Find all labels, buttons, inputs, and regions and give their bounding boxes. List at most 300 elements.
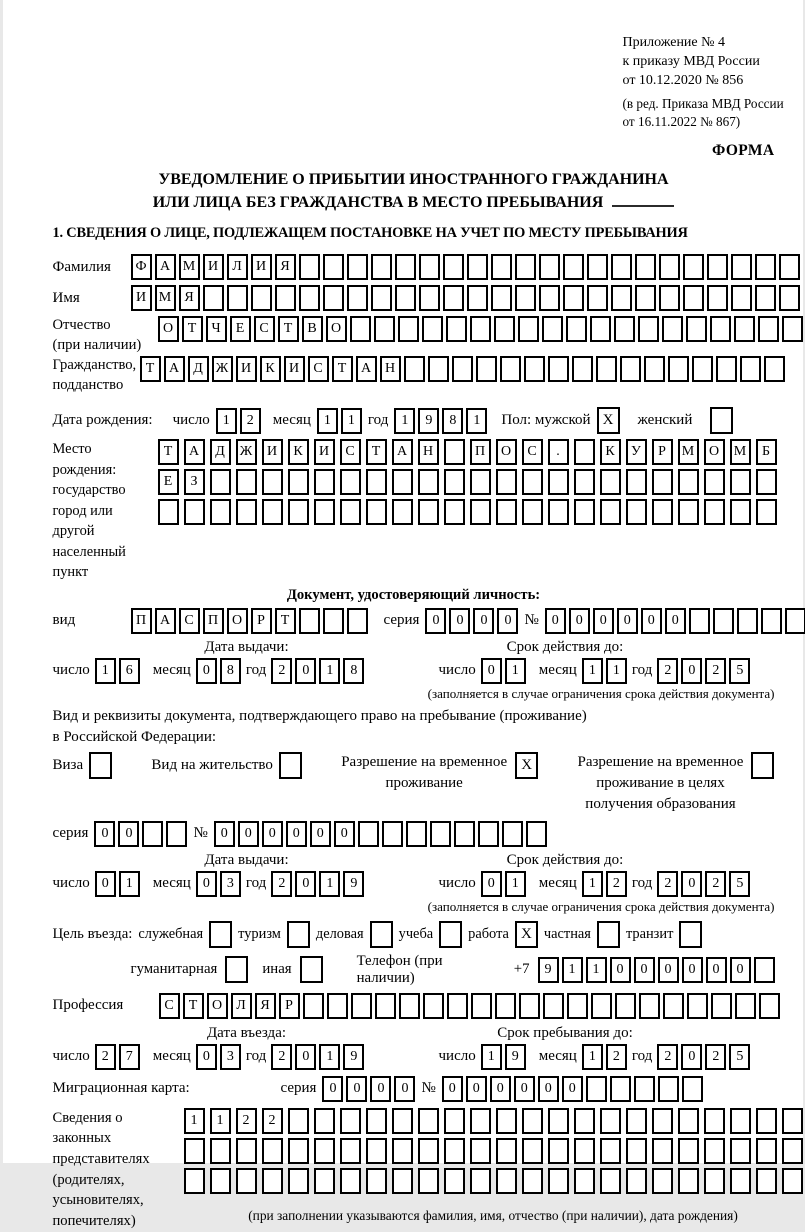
char-box[interactable]: 0 xyxy=(346,1076,367,1102)
char-box[interactable]: С xyxy=(522,439,543,465)
char-box[interactable] xyxy=(422,316,443,342)
char-box[interactable] xyxy=(652,1108,673,1134)
char-box[interactable]: 0 xyxy=(681,871,702,897)
char-box[interactable] xyxy=(678,1108,699,1134)
char-box[interactable]: А xyxy=(155,254,176,280)
char-box[interactable] xyxy=(299,285,320,311)
char-box[interactable] xyxy=(444,1108,465,1134)
char-box[interactable]: 1 xyxy=(184,1108,205,1134)
char-box[interactable] xyxy=(524,356,545,382)
char-box[interactable] xyxy=(184,1168,205,1194)
char-box[interactable] xyxy=(639,993,660,1019)
char-box[interactable]: 0 xyxy=(545,608,566,634)
char-box[interactable] xyxy=(737,608,758,634)
char-box[interactable] xyxy=(470,499,491,525)
char-box[interactable] xyxy=(662,316,683,342)
char-box[interactable]: 0 xyxy=(610,957,631,983)
char-box[interactable] xyxy=(543,993,564,1019)
char-box[interactable] xyxy=(419,285,440,311)
char-box[interactable]: С xyxy=(179,608,200,634)
char-box[interactable] xyxy=(548,469,569,495)
char-box[interactable]: 0 xyxy=(514,1076,535,1102)
visa-checkbox[interactable] xyxy=(89,752,112,779)
char-box[interactable] xyxy=(522,1138,543,1164)
char-box[interactable] xyxy=(494,316,515,342)
char-box[interactable]: 0 xyxy=(593,608,614,634)
char-box[interactable] xyxy=(340,499,361,525)
char-box[interactable] xyxy=(392,499,413,525)
char-box[interactable] xyxy=(340,1138,361,1164)
char-box[interactable] xyxy=(496,1168,517,1194)
char-box[interactable] xyxy=(611,285,632,311)
char-box[interactable] xyxy=(314,499,335,525)
char-box[interactable] xyxy=(600,1108,621,1134)
char-box[interactable]: П xyxy=(470,439,491,465)
char-box[interactable] xyxy=(500,356,521,382)
char-box[interactable] xyxy=(764,356,785,382)
char-box[interactable] xyxy=(496,499,517,525)
char-box[interactable]: 0 xyxy=(497,608,518,634)
char-box[interactable] xyxy=(638,316,659,342)
char-box[interactable]: 0 xyxy=(706,957,727,983)
char-box[interactable]: Е xyxy=(230,316,251,342)
char-box[interactable] xyxy=(586,1076,607,1102)
char-box[interactable] xyxy=(740,356,761,382)
char-box[interactable] xyxy=(574,499,595,525)
char-box[interactable] xyxy=(711,993,732,1019)
char-box[interactable]: 0 xyxy=(370,1076,391,1102)
char-box[interactable] xyxy=(635,285,656,311)
char-box[interactable]: И xyxy=(251,254,272,280)
char-box[interactable]: Л xyxy=(227,254,248,280)
residence-permit-checkbox[interactable] xyxy=(279,752,302,779)
char-box[interactable] xyxy=(782,1108,803,1134)
char-box[interactable] xyxy=(539,285,560,311)
char-box[interactable]: С xyxy=(340,439,361,465)
gender-male-checkbox[interactable]: X xyxy=(597,407,620,434)
char-box[interactable] xyxy=(299,608,320,634)
char-box[interactable] xyxy=(470,1138,491,1164)
char-box[interactable]: О xyxy=(227,608,248,634)
char-box[interactable] xyxy=(704,1168,725,1194)
char-box[interactable]: Т xyxy=(275,608,296,634)
char-box[interactable]: Т xyxy=(140,356,161,382)
char-box[interactable] xyxy=(444,1138,465,1164)
char-box[interactable] xyxy=(652,469,673,495)
char-box[interactable] xyxy=(574,1108,595,1134)
temp-residence-education-checkbox[interactable] xyxy=(751,752,774,779)
char-box[interactable] xyxy=(495,993,516,1019)
char-box[interactable]: 0 xyxy=(617,608,638,634)
char-box[interactable] xyxy=(707,285,728,311)
char-box[interactable]: 0 xyxy=(658,957,679,983)
char-box[interactable]: М xyxy=(179,254,200,280)
char-box[interactable] xyxy=(659,254,680,280)
char-box[interactable]: 5 xyxy=(729,871,750,897)
char-box[interactable] xyxy=(288,499,309,525)
char-box[interactable]: 9 xyxy=(343,1044,364,1070)
char-box[interactable] xyxy=(574,439,595,465)
purpose-chastnaya-checkbox[interactable] xyxy=(597,921,620,948)
char-box[interactable]: 1 xyxy=(319,871,340,897)
char-box[interactable] xyxy=(350,316,371,342)
char-box[interactable] xyxy=(614,316,635,342)
char-box[interactable] xyxy=(515,285,536,311)
char-box[interactable] xyxy=(443,285,464,311)
char-box[interactable]: 1 xyxy=(317,408,338,434)
char-box[interactable] xyxy=(678,499,699,525)
char-box[interactable]: У xyxy=(626,439,647,465)
char-box[interactable] xyxy=(678,469,699,495)
char-box[interactable] xyxy=(526,821,547,847)
char-box[interactable] xyxy=(470,316,491,342)
char-box[interactable] xyxy=(682,1076,703,1102)
char-box[interactable]: Я xyxy=(275,254,296,280)
char-box[interactable]: 8 xyxy=(220,658,241,684)
char-box[interactable] xyxy=(418,499,439,525)
char-box[interactable]: 0 xyxy=(562,1076,583,1102)
char-box[interactable]: 0 xyxy=(196,658,217,684)
char-box[interactable] xyxy=(686,316,707,342)
char-box[interactable] xyxy=(678,1138,699,1164)
char-box[interactable] xyxy=(548,356,569,382)
char-box[interactable] xyxy=(644,356,665,382)
char-box[interactable]: 0 xyxy=(681,1044,702,1070)
char-box[interactable]: Т xyxy=(366,439,387,465)
char-box[interactable] xyxy=(443,254,464,280)
char-box[interactable] xyxy=(758,316,779,342)
char-box[interactable] xyxy=(704,1108,725,1134)
char-box[interactable] xyxy=(615,993,636,1019)
char-box[interactable] xyxy=(496,1108,517,1134)
char-box[interactable]: А xyxy=(155,608,176,634)
purpose-delovaya-checkbox[interactable] xyxy=(370,921,393,948)
char-box[interactable] xyxy=(710,316,731,342)
char-box[interactable] xyxy=(406,821,427,847)
char-box[interactable] xyxy=(288,1168,309,1194)
char-box[interactable] xyxy=(184,1138,205,1164)
char-box[interactable] xyxy=(587,254,608,280)
char-box[interactable] xyxy=(683,285,704,311)
char-box[interactable]: С xyxy=(254,316,275,342)
char-box[interactable] xyxy=(754,957,775,983)
char-box[interactable] xyxy=(600,1168,621,1194)
char-box[interactable] xyxy=(428,356,449,382)
char-box[interactable] xyxy=(539,254,560,280)
char-box[interactable]: С xyxy=(159,993,180,1019)
char-box[interactable]: 0 xyxy=(449,608,470,634)
char-box[interactable] xyxy=(785,608,805,634)
char-box[interactable]: 1 xyxy=(606,658,627,684)
char-box[interactable]: 0 xyxy=(681,658,702,684)
char-box[interactable]: 0 xyxy=(442,1076,463,1102)
char-box[interactable]: И xyxy=(262,439,283,465)
char-box[interactable]: 9 xyxy=(343,871,364,897)
char-box[interactable]: 1 xyxy=(505,871,526,897)
char-box[interactable]: Я xyxy=(255,993,276,1019)
purpose-ucheba-checkbox[interactable] xyxy=(439,921,462,948)
char-box[interactable] xyxy=(704,469,725,495)
char-box[interactable]: 0 xyxy=(95,871,116,897)
char-box[interactable] xyxy=(347,285,368,311)
char-box[interactable] xyxy=(262,469,283,495)
char-box[interactable] xyxy=(210,499,231,525)
char-box[interactable] xyxy=(366,499,387,525)
char-box[interactable]: 0 xyxy=(196,871,217,897)
char-box[interactable] xyxy=(596,356,617,382)
char-box[interactable]: 0 xyxy=(634,957,655,983)
char-box[interactable] xyxy=(779,254,800,280)
char-box[interactable] xyxy=(351,993,372,1019)
char-box[interactable] xyxy=(574,1168,595,1194)
char-box[interactable] xyxy=(502,821,523,847)
char-box[interactable] xyxy=(522,1108,543,1134)
char-box[interactable] xyxy=(382,821,403,847)
char-box[interactable]: . xyxy=(548,439,569,465)
char-box[interactable] xyxy=(548,1168,569,1194)
char-box[interactable]: О xyxy=(158,316,179,342)
char-box[interactable]: 7 xyxy=(119,1044,140,1070)
char-box[interactable] xyxy=(730,1108,751,1134)
char-box[interactable] xyxy=(600,499,621,525)
char-box[interactable]: 0 xyxy=(538,1076,559,1102)
char-box[interactable] xyxy=(444,469,465,495)
purpose-tranzit-checkbox[interactable] xyxy=(679,921,702,948)
char-box[interactable] xyxy=(567,993,588,1019)
char-box[interactable]: Т xyxy=(158,439,179,465)
char-box[interactable] xyxy=(418,1108,439,1134)
char-box[interactable]: Т xyxy=(278,316,299,342)
char-box[interactable]: О xyxy=(704,439,725,465)
char-box[interactable]: Ж xyxy=(212,356,233,382)
char-box[interactable]: Т xyxy=(182,316,203,342)
char-box[interactable] xyxy=(323,285,344,311)
char-box[interactable] xyxy=(262,1138,283,1164)
char-box[interactable]: 0 xyxy=(394,1076,415,1102)
char-box[interactable] xyxy=(611,254,632,280)
char-box[interactable] xyxy=(142,821,163,847)
char-box[interactable]: Р xyxy=(652,439,673,465)
purpose-rabota-checkbox[interactable]: X xyxy=(515,921,538,948)
char-box[interactable]: 0 xyxy=(481,871,502,897)
char-box[interactable] xyxy=(430,821,451,847)
char-box[interactable] xyxy=(652,499,673,525)
char-box[interactable] xyxy=(782,1168,803,1194)
char-box[interactable]: 0 xyxy=(466,1076,487,1102)
char-box[interactable] xyxy=(371,285,392,311)
char-box[interactable]: 1 xyxy=(582,1044,603,1070)
char-box[interactable] xyxy=(444,499,465,525)
char-box[interactable]: 0 xyxy=(425,608,446,634)
char-box[interactable]: 0 xyxy=(295,1044,316,1070)
char-box[interactable]: 0 xyxy=(214,821,235,847)
char-box[interactable] xyxy=(542,316,563,342)
char-box[interactable] xyxy=(314,1168,335,1194)
char-box[interactable] xyxy=(371,254,392,280)
char-box[interactable] xyxy=(731,254,752,280)
char-box[interactable] xyxy=(314,469,335,495)
char-box[interactable] xyxy=(275,285,296,311)
char-box[interactable]: Ж xyxy=(236,439,257,465)
char-box[interactable] xyxy=(663,993,684,1019)
char-box[interactable]: 1 xyxy=(394,408,415,434)
char-box[interactable]: 1 xyxy=(319,1044,340,1070)
char-box[interactable] xyxy=(210,1168,231,1194)
char-box[interactable] xyxy=(548,1108,569,1134)
char-box[interactable] xyxy=(779,285,800,311)
char-box[interactable] xyxy=(566,316,587,342)
char-box[interactable]: 5 xyxy=(729,1044,750,1070)
char-box[interactable]: А xyxy=(184,439,205,465)
char-box[interactable] xyxy=(522,499,543,525)
char-box[interactable] xyxy=(470,469,491,495)
char-box[interactable] xyxy=(515,254,536,280)
char-box[interactable]: Н xyxy=(380,356,401,382)
char-box[interactable]: И xyxy=(314,439,335,465)
char-box[interactable] xyxy=(358,821,379,847)
char-box[interactable]: 2 xyxy=(236,1108,257,1134)
char-box[interactable] xyxy=(288,1108,309,1134)
char-box[interactable] xyxy=(203,285,224,311)
char-box[interactable] xyxy=(587,285,608,311)
char-box[interactable] xyxy=(678,1168,699,1194)
purpose-gumanitarnaya-checkbox[interactable] xyxy=(225,956,248,983)
char-box[interactable] xyxy=(620,356,641,382)
char-box[interactable] xyxy=(496,469,517,495)
char-box[interactable] xyxy=(340,1108,361,1134)
char-box[interactable] xyxy=(323,254,344,280)
char-box[interactable] xyxy=(782,1138,803,1164)
purpose-turizm-checkbox[interactable] xyxy=(287,921,310,948)
char-box[interactable]: 0 xyxy=(334,821,355,847)
char-box[interactable]: 0 xyxy=(665,608,686,634)
char-box[interactable]: 3 xyxy=(220,871,241,897)
char-box[interactable]: 0 xyxy=(322,1076,343,1102)
char-box[interactable] xyxy=(548,499,569,525)
char-box[interactable]: 8 xyxy=(442,408,463,434)
char-box[interactable] xyxy=(626,499,647,525)
char-box[interactable]: 1 xyxy=(216,408,237,434)
purpose-sluzhebnaya-checkbox[interactable] xyxy=(209,921,232,948)
char-box[interactable]: 2 xyxy=(606,1044,627,1070)
char-box[interactable] xyxy=(366,1108,387,1134)
char-box[interactable] xyxy=(689,608,710,634)
char-box[interactable] xyxy=(288,1138,309,1164)
char-box[interactable]: К xyxy=(260,356,281,382)
char-box[interactable]: Е xyxy=(158,469,179,495)
char-box[interactable] xyxy=(704,1138,725,1164)
char-box[interactable] xyxy=(759,993,780,1019)
char-box[interactable]: К xyxy=(600,439,621,465)
char-box[interactable] xyxy=(236,499,257,525)
char-box[interactable] xyxy=(444,439,465,465)
char-box[interactable] xyxy=(227,285,248,311)
char-box[interactable] xyxy=(591,993,612,1019)
char-box[interactable]: 0 xyxy=(730,957,751,983)
char-box[interactable]: 0 xyxy=(94,821,115,847)
char-box[interactable] xyxy=(491,285,512,311)
char-box[interactable]: 2 xyxy=(606,871,627,897)
char-box[interactable] xyxy=(626,1138,647,1164)
char-box[interactable] xyxy=(340,469,361,495)
char-box[interactable] xyxy=(423,993,444,1019)
char-box[interactable] xyxy=(704,499,725,525)
char-box[interactable] xyxy=(659,285,680,311)
char-box[interactable] xyxy=(476,356,497,382)
char-box[interactable] xyxy=(340,1168,361,1194)
char-box[interactable]: 2 xyxy=(705,658,726,684)
char-box[interactable]: 9 xyxy=(418,408,439,434)
char-box[interactable]: 1 xyxy=(341,408,362,434)
char-box[interactable]: 2 xyxy=(95,1044,116,1070)
char-box[interactable] xyxy=(761,608,782,634)
char-box[interactable] xyxy=(184,499,205,525)
char-box[interactable]: А xyxy=(164,356,185,382)
char-box[interactable] xyxy=(782,316,803,342)
char-box[interactable] xyxy=(634,1076,655,1102)
char-box[interactable] xyxy=(755,285,776,311)
char-box[interactable]: Т xyxy=(332,356,353,382)
char-box[interactable] xyxy=(626,469,647,495)
char-box[interactable] xyxy=(418,469,439,495)
char-box[interactable]: Б xyxy=(756,439,777,465)
purpose-inaya-checkbox[interactable] xyxy=(300,956,323,983)
char-box[interactable]: О xyxy=(326,316,347,342)
char-box[interactable] xyxy=(446,316,467,342)
char-box[interactable]: 0 xyxy=(641,608,662,634)
char-box[interactable] xyxy=(668,356,689,382)
char-box[interactable]: М xyxy=(730,439,751,465)
char-box[interactable] xyxy=(314,1108,335,1134)
char-box[interactable]: Т xyxy=(183,993,204,1019)
char-box[interactable]: 1 xyxy=(319,658,340,684)
gender-female-checkbox[interactable] xyxy=(710,407,733,434)
char-box[interactable] xyxy=(734,316,755,342)
char-box[interactable]: 0 xyxy=(295,658,316,684)
char-box[interactable]: 0 xyxy=(295,871,316,897)
char-box[interactable] xyxy=(713,608,734,634)
char-box[interactable] xyxy=(730,499,751,525)
char-box[interactable] xyxy=(158,499,179,525)
char-box[interactable] xyxy=(626,1168,647,1194)
char-box[interactable] xyxy=(518,316,539,342)
char-box[interactable]: Ф xyxy=(131,254,152,280)
char-box[interactable] xyxy=(418,1138,439,1164)
char-box[interactable]: Л xyxy=(231,993,252,1019)
char-box[interactable] xyxy=(366,1168,387,1194)
char-box[interactable] xyxy=(166,821,187,847)
char-box[interactable]: Я xyxy=(179,285,200,311)
char-box[interactable]: 1 xyxy=(95,658,116,684)
char-box[interactable] xyxy=(236,469,257,495)
char-box[interactable] xyxy=(610,1076,631,1102)
char-box[interactable] xyxy=(496,1138,517,1164)
char-box[interactable] xyxy=(399,993,420,1019)
char-box[interactable]: 2 xyxy=(657,871,678,897)
char-box[interactable] xyxy=(600,1138,621,1164)
char-box[interactable] xyxy=(574,469,595,495)
char-box[interactable] xyxy=(398,316,419,342)
char-box[interactable]: 0 xyxy=(473,608,494,634)
char-box[interactable] xyxy=(563,254,584,280)
char-box[interactable] xyxy=(467,285,488,311)
char-box[interactable] xyxy=(251,285,272,311)
char-box[interactable] xyxy=(522,1168,543,1194)
char-box[interactable]: 2 xyxy=(271,658,292,684)
char-box[interactable] xyxy=(519,993,540,1019)
char-box[interactable] xyxy=(572,356,593,382)
char-box[interactable]: 5 xyxy=(729,658,750,684)
